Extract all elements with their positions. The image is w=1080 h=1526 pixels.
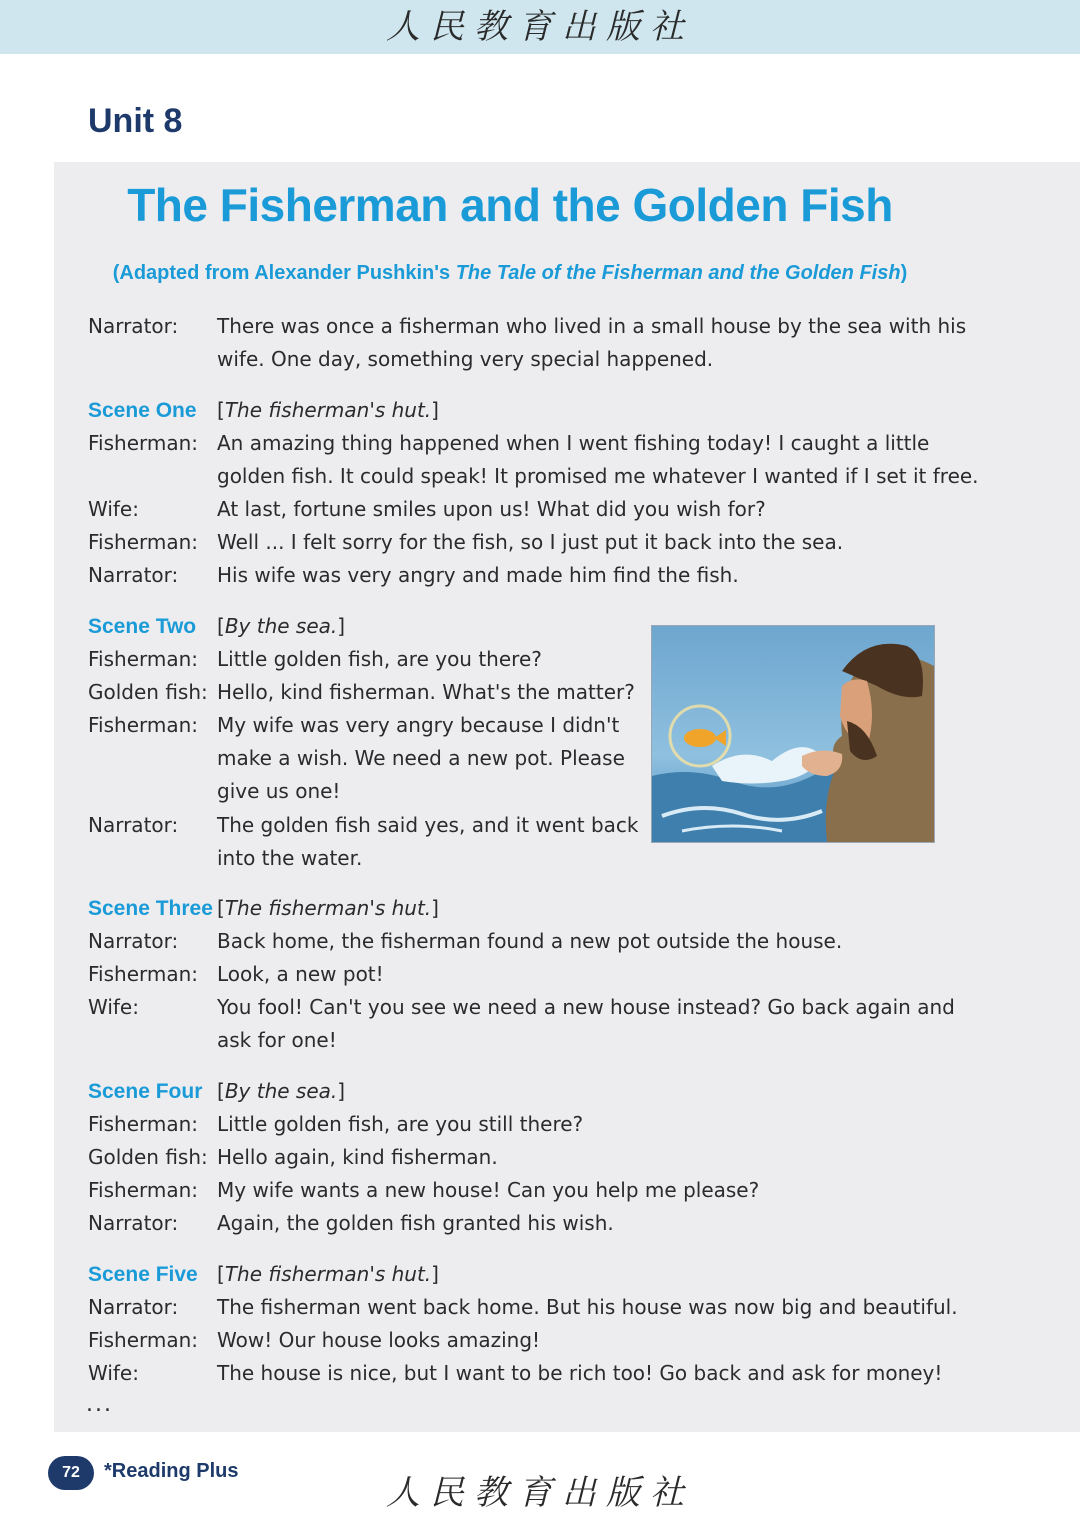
line-text: The house is nice, but I want to be rich too! Go back and ask for money! <box>217 1361 943 1385</box>
line-text: give us one! <box>217 779 341 803</box>
speaker: Fisherman: <box>88 1112 199 1136</box>
scene-label: Scene Three <box>88 897 213 920</box>
line-text: His wife was very angry and made him find the fish. <box>217 563 739 587</box>
unit-title: Unit 8 <box>88 102 183 140</box>
series-label: *Reading Plus <box>104 1460 239 1482</box>
stage-direction-text: The fisherman's hut. <box>224 398 432 422</box>
speaker: Wife: <box>88 995 139 1019</box>
stage-direction-text: By the sea. <box>224 1079 338 1103</box>
speaker: Fisherman: <box>88 647 199 671</box>
publisher-logo-footer: 人民教育出版社 <box>386 1473 694 1513</box>
stage-direction: [By the sea.] <box>217 614 346 638</box>
scene-label: Scene Four <box>88 1080 203 1103</box>
stage-direction-text: By the sea. <box>224 614 338 638</box>
line-text: Back home, the fisherman found a new pot outside the house. <box>217 929 843 953</box>
speaker: Fisherman: <box>88 431 199 455</box>
stage-direction-text: The fisherman's hut. <box>224 1262 432 1286</box>
line-text: Hello, kind fisherman. What's the matter? <box>217 680 635 704</box>
line-text: make a wish. We need a new pot. Please <box>217 746 625 770</box>
speaker: Narrator: <box>88 563 179 587</box>
line-text: ask for one! <box>217 1028 337 1052</box>
stage-direction: [By the sea.] <box>217 1079 346 1103</box>
line-text: The golden fish said yes, and it went back <box>217 813 639 837</box>
subtitle-suffix: ) <box>900 262 908 284</box>
stage-direction-text: The fisherman's hut. <box>224 896 432 920</box>
stage-direction: [The fisherman's hut.] <box>217 896 439 920</box>
story-subtitle <box>0 262 1020 285</box>
line-text: Look, a new pot! <box>217 962 384 986</box>
line-text: Little golden fish, are you still there? <box>217 1112 584 1136</box>
line-text: You fool! Can't you see we need a new house instead? Go back again and <box>217 995 955 1019</box>
line-text: There was once a fisherman who lived in a small house by the sea with his <box>217 314 967 338</box>
speaker: Narrator: <box>88 1211 179 1235</box>
speaker: Fisherman: <box>88 1328 199 1352</box>
speaker: Golden fish: <box>88 1145 208 1169</box>
continuation-ellipsis: ... <box>86 1392 113 1417</box>
speaker: Wife: <box>88 497 139 521</box>
speaker: Narrator: <box>88 813 179 837</box>
stage-direction: [The fisherman's hut.] <box>217 398 439 422</box>
scene-label: Scene Five <box>88 1263 198 1286</box>
stage-direction: [The fisherman's hut.] <box>217 1262 439 1286</box>
scene-label: Scene Two <box>88 615 197 638</box>
speaker: Wife: <box>88 1361 139 1385</box>
fisherman-illustration <box>651 625 935 843</box>
line-text: My wife wants a new house! Can you help me please? <box>217 1178 760 1202</box>
line-text: golden fish. It could speak! It promised me whatever I wanted if I set it free. <box>217 464 979 488</box>
speaker: Fisherman: <box>88 713 199 737</box>
story-title: The Fisherman and the Golden Fish <box>127 179 893 231</box>
line-text: At last, fortune smiles upon us! What did you wish for? <box>217 497 766 521</box>
line-text: Well ... I felt sorry for the fish, so I just put it back into the sea. <box>217 530 844 554</box>
line-text: wife. One day, something very special happened. <box>217 347 714 371</box>
line-text: into the water. <box>217 846 363 870</box>
speaker: Fisherman: <box>88 962 199 986</box>
scene-label: Scene One <box>88 399 197 422</box>
page-number: 72 <box>48 1456 94 1490</box>
line-text: The fisherman went back home. But his house was now big and beautiful. <box>217 1295 958 1319</box>
line-text: Wow! Our house looks amazing! <box>217 1328 541 1352</box>
line-text: Hello again, kind fisherman. <box>217 1145 498 1169</box>
speaker: Fisherman: <box>88 1178 199 1202</box>
line-text: An amazing thing happened when I went fishing today! I caught a little <box>217 431 930 455</box>
speaker: Golden fish: <box>88 680 208 704</box>
line-text: Again, the golden fish granted his wish. <box>217 1211 614 1235</box>
subtitle-prefix: (Adapted from Alexander Pushkin's <box>112 262 456 284</box>
publisher-logo: 人民教育出版社 <box>386 7 694 47</box>
speaker: Narrator: <box>88 929 179 953</box>
speaker: Fisherman: <box>88 530 199 554</box>
subtitle-work: The Tale of the Fisherman and the Golden Fish <box>455 262 901 284</box>
line-text: My wife was very angry because I didn't <box>217 713 620 737</box>
line-text: Little golden fish, are you there? <box>217 647 542 671</box>
speaker: Narrator: <box>88 1295 179 1319</box>
speaker: Narrator: <box>88 314 179 338</box>
